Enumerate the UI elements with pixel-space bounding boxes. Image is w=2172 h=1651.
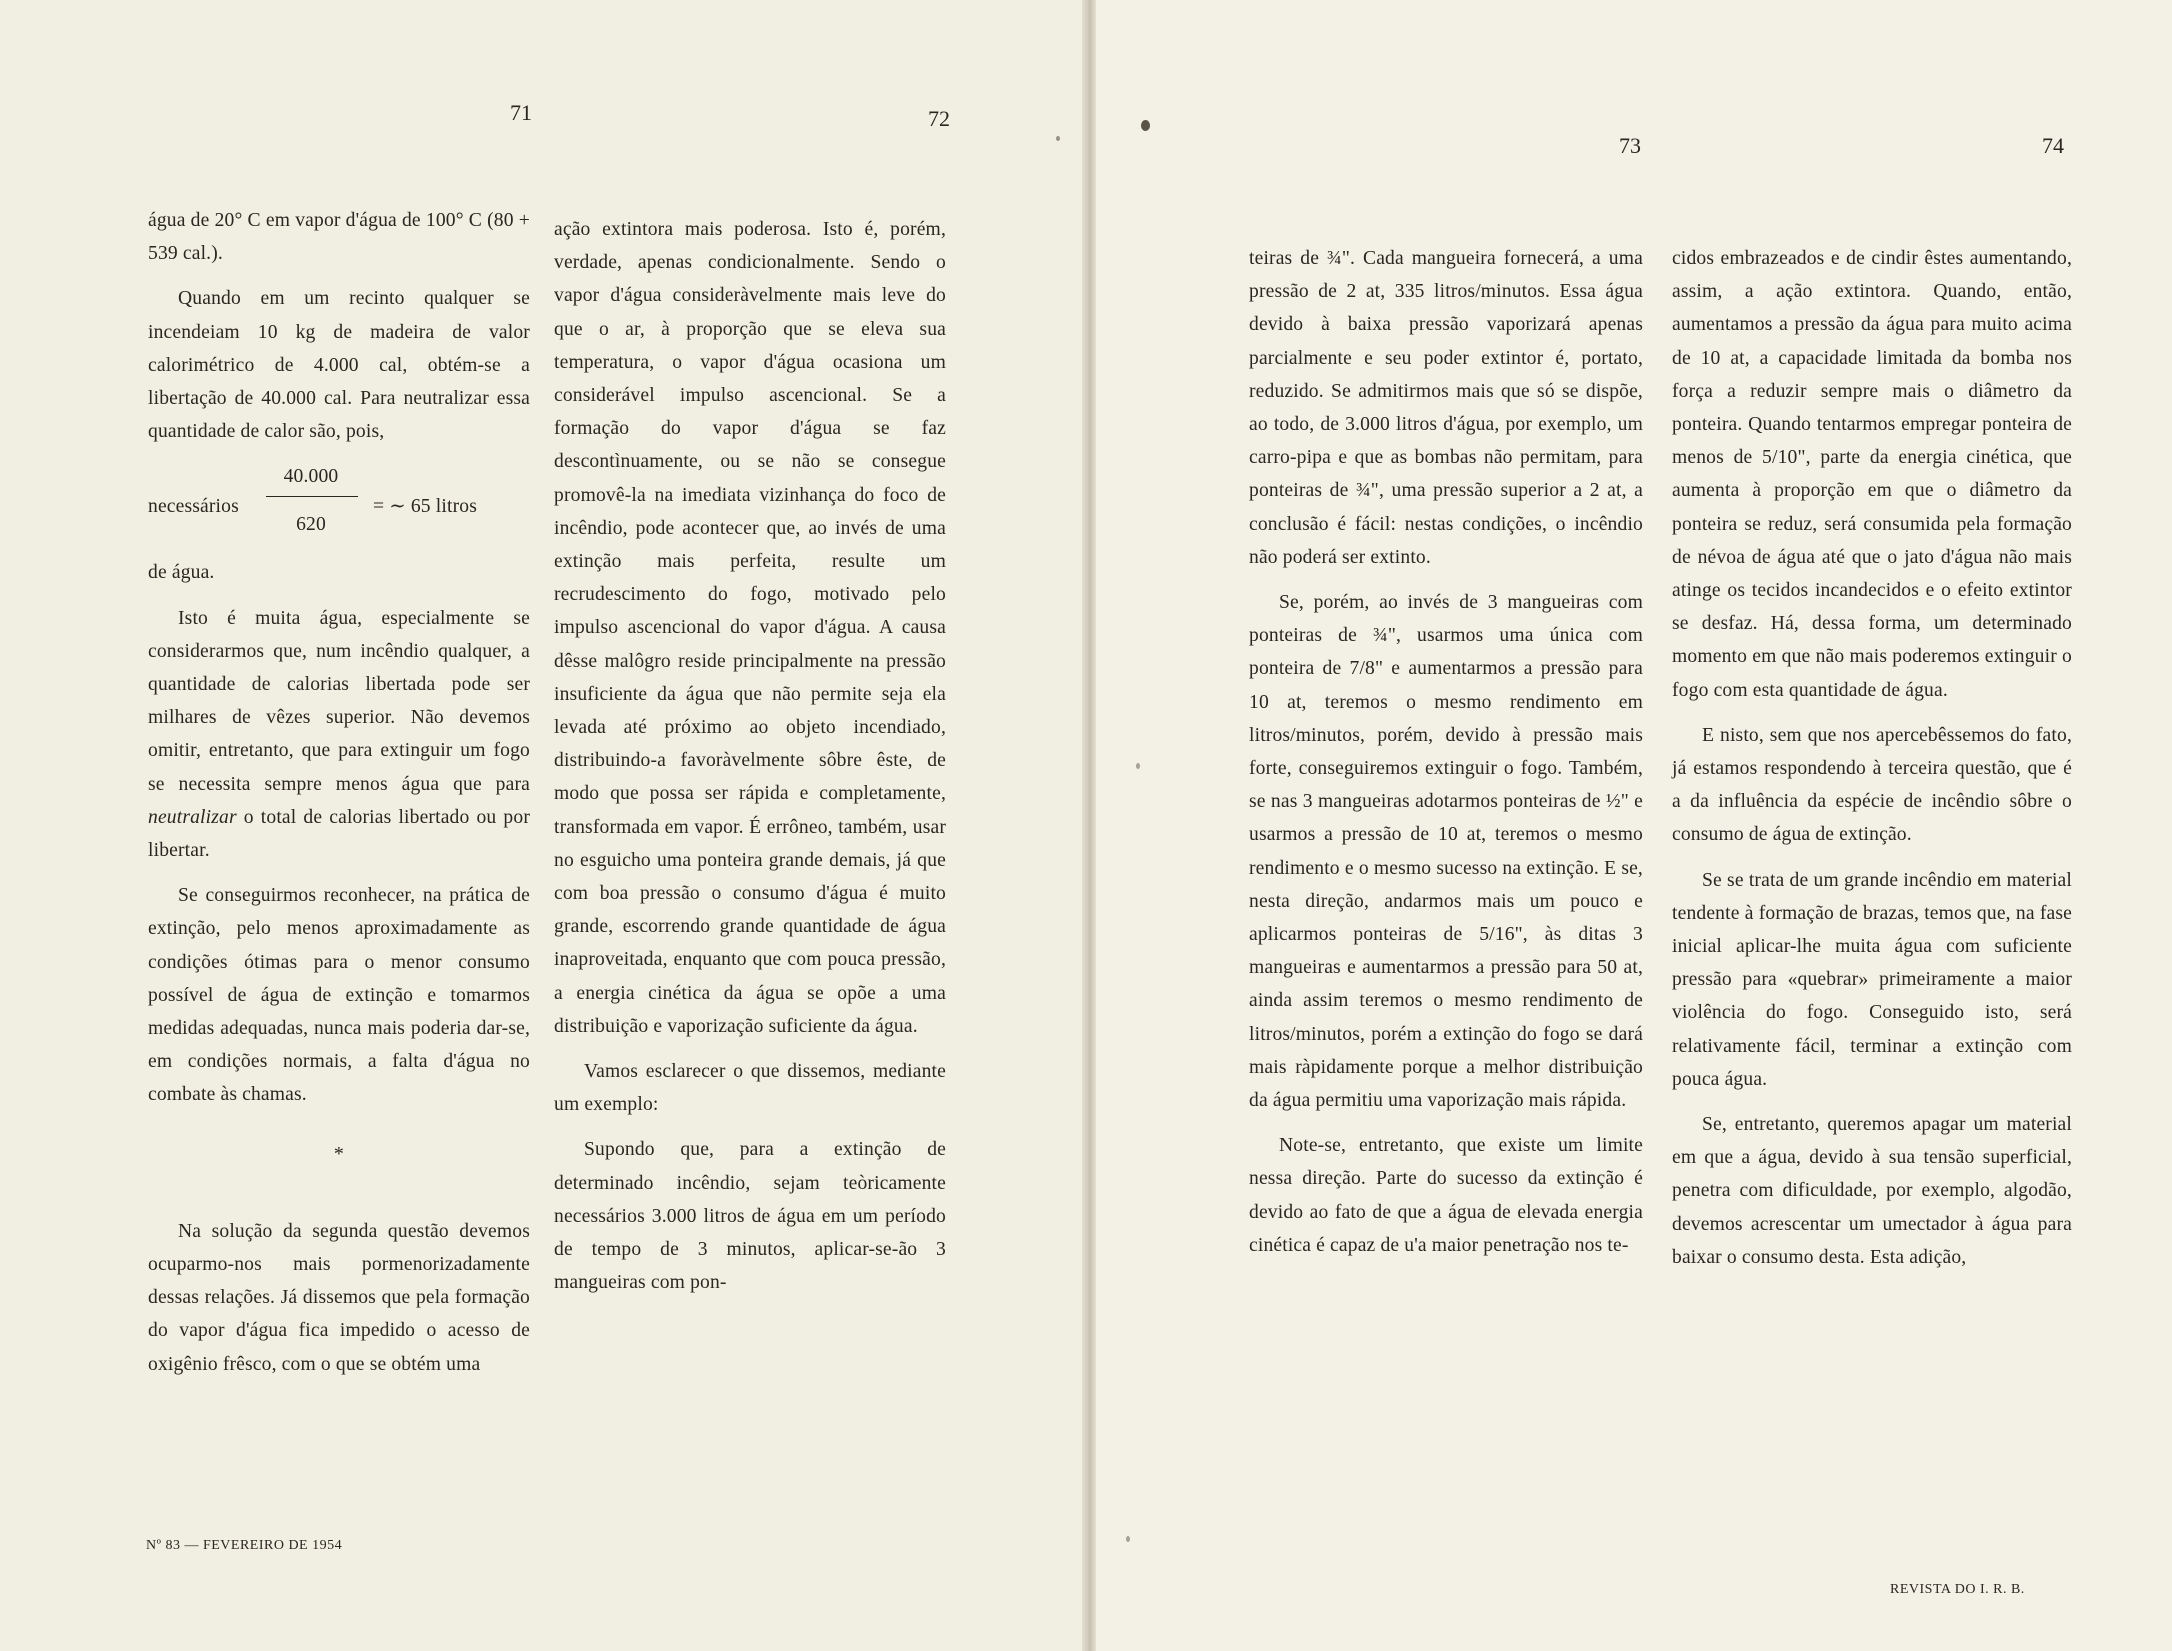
text-run: o total de calorias libertado ou por libertar. [148,806,530,862]
page-number-72: 72 [928,106,950,131]
paragraph: Se se trata de um grande incêndio em material tendente à formação de brazas, temos que, na fase inicial aplicar-lhe muita água com suficiente pressão para «quebrar» primeiramente a maior violência do fogo. Conseguido isto, será relativamente fácil, terminar a extinção com pouca água. [1672,869,2072,1090]
paragraph: Se, porém, ao invés de 3 mangueiras com ponteiras de ¾", usarmos uma única com ponteira de 7/8" e aumentarmos a pressão para 10 at, teremos o mesmo rendimento em litros/minutos, porém, devido à pressão mais forte, conseguiremos extinguir o fogo. Também, se nas 3 mangueiras adotarmos ponteiras de ½" e usarmos a pressão de 10 at, teremos o mesmo rendimento e o mesmo sucesso na extinção. E se, nesta direção, andarmos mais um pouco e aplicarmos ponteiras de 5/16", às ditas 3 mangueiras e aumentarmos a pressão para 50 at, ainda assim teremos o mesmo rendimento de litros/minutos, porém a extinção do fogo se dará mais ràpidamente porque a melhor distribuição da água permitiu uma vaporização mais rápida. [1249,592,1643,1112]
paragraph: Quando em um recinto qualquer se incendeiam 10 kg de madeira de valor calorimétrico de 4.000 cal, obtém-se a libertação de 40.000 cal. Para neutralizar essa quantidade de calor são, pois, [148,288,530,443]
paragraph: cidos embrazeados e de cindir êstes aumentando, assim, a ação extintora. Quando, então, aumentamos a pressão da água para muito acima de 10 at, a capacidade limitada da bomba nos força a reduzir sempre mais o diâmetro da ponteira. Quando tentarmos empregar ponteira de menos de 5/10", parte da energia cinética, que aumenta à proporção em que o diâmetro da ponteira se reduz, será consumida pela formação de névoa de água até que o jato d'água não mais atinge os tecidos incandecidos e o efeito extintor se desfaz. Há, dessa forma, um determinado momento em que não mais poderemos extinguir o fogo com esta quantidade de água. [1672,248,2072,701]
paper-speck [1141,120,1150,131]
paper-speck [1056,136,1060,141]
paragraph: teiras de ¾". Cada mangueira fornecerá, a uma pressão de 2 at, 335 litros/minutos. Essa água devido à baixa pressão vaporizará apenas parcialmente e seu poder extintor é, portato, reduzido. Se admitirmos mais que só se dispõe, ao todo, de 3.000 litros d'água, por exemplo, um carro-pipa e que as bombas não permitam, para ponteiras de ¾", uma pressão superior a 2 at, a conclusão é fácil: nestas condições, o incêndio não poderá ser extinto. [1249,248,1643,568]
formula-result: = ∼ 65 litros [373,496,477,518]
paragraph: de água. [148,562,215,584]
text-run: Isto é muita água, especialmente se considerarmos que, num incêndio qualquer, a quantidade de calorias libertada pode ser milhares de vêzes superior. Não devemos omitir, entretanto, que para extinguir um fogo se necessita sempre menos água que para [148,607,530,795]
page-71-column [148,204,530,1393]
fraction-bar [266,496,358,497]
paragraph [148,602,530,868]
paper-speck [1136,763,1140,769]
formula [148,460,530,554]
page-72-column [554,213,946,1312]
paragraph: Supondo que, para a extinção de determinado incêndio, sejam teòricamente necessários 3.000 litros de água em um período de tempo de 3 minutos, aplicar-se-ão 3 mangueiras com pon- [554,1139,946,1294]
footer-journal: REVISTA DO I. R. B. [1890,1582,2025,1597]
paragraph: Note-se, entretanto, que existe um limite nessa direção. Parte do sucesso da extinção é devido ao fato de que a água de elevada energia cinética é capaz de u'a maior penetração nos te- [1249,1135,1643,1256]
paragraph: água de 20° C em vapor d'água de 100° C (80 + 539 cal.). [148,210,530,265]
page-number-71: 71 [510,100,532,125]
page-number-73: 73 [1619,133,1641,158]
paragraph: Se, entretanto, queremos apagar um material em que a água, devido à sua tensão superficial, penetra com dificuldade, por exemplo, algodão, devemos acrescentar um umectador à água para baixar o consumo desta. Esta adição, [1672,1114,2072,1268]
emphasis-text: neutralizar [148,806,237,828]
formula-denominator: 620 [296,514,326,536]
book-gutter [1082,0,1096,1651]
page-number-74: 74 [2042,133,2064,158]
page-74-column [1672,242,2072,1286]
formula-numerator: 40.000 [283,466,339,488]
paper-speck [1126,1536,1130,1542]
paragraph: Na solução da segunda questão devemos ocuparmo-nos mais pormenorizadamente dessas relações. Já dissemos que pela formação do vapor d'água fica impedido o acesso de oxigênio frêsco, com o que se obtém uma [148,1220,530,1375]
paragraph: E nisto, sem que nos apercebêssemos do fato, já estamos respondendo à terceira questão, que é a da influência da espécie de incêndio sôbre o consumo de água de extinção. [1672,724,2072,846]
paragraph: Vamos esclarecer o que dissemos, mediante um exemplo: [554,1061,946,1116]
paragraph: ação extintora mais poderosa. Isto é, porém, verdade, apenas condicionalmente. Sendo o vapor d'água consideràvelmente mais leve do que o ar, à proporção que se eleva sua temperatura, o vapor d'água ocasiona um considerável impulso ascencional. Se a formação do vapor d'água se faz descontìnuamente, ou se não se consegue promovê-la na imediata vizinhança do foco de incêndio, pode acontecer que, ao invés de uma extinção mais perfeita, resulte um recrudescimento do fogo, motivado pelo impulso ascencional do vapor d'água. A causa dêsse malôgro reside principalmente na pressão insuficiente da água que não permite seja ela levada até próximo ao objeto incendiado, distribuindo-a favoràvelmente sôbre êste, de modo que possa ser rápida e completamente, transformada em vapor. É errôneo, também, usar no esguicho uma ponteira grande demais, já que com boa pressão o consumo d'água é muito grande, escorrendo grande quantidade de água inaproveitada, enquanto que com pouca pressão, a energia cinética da água se opõe a uma distribuição e vaporização suficiente da água. [554,219,946,1037]
paragraph: Se conseguirmos reconhecer, na prática de extinção, pelo menos aproximadamente as condições ótimas para o menor consumo possível de água de extinção e tomarmos medidas adequadas, nunca mais poderia dar-se, em condições normais, a falta d'água no combate às chamas. [148,885,530,1106]
page-73-column [1249,242,1643,1274]
formula-label: necessários [148,496,239,518]
footer-issue: Nº 83 — FEVEREIRO DE 1954 [146,1538,343,1553]
section-separator: * [333,1142,345,1165]
